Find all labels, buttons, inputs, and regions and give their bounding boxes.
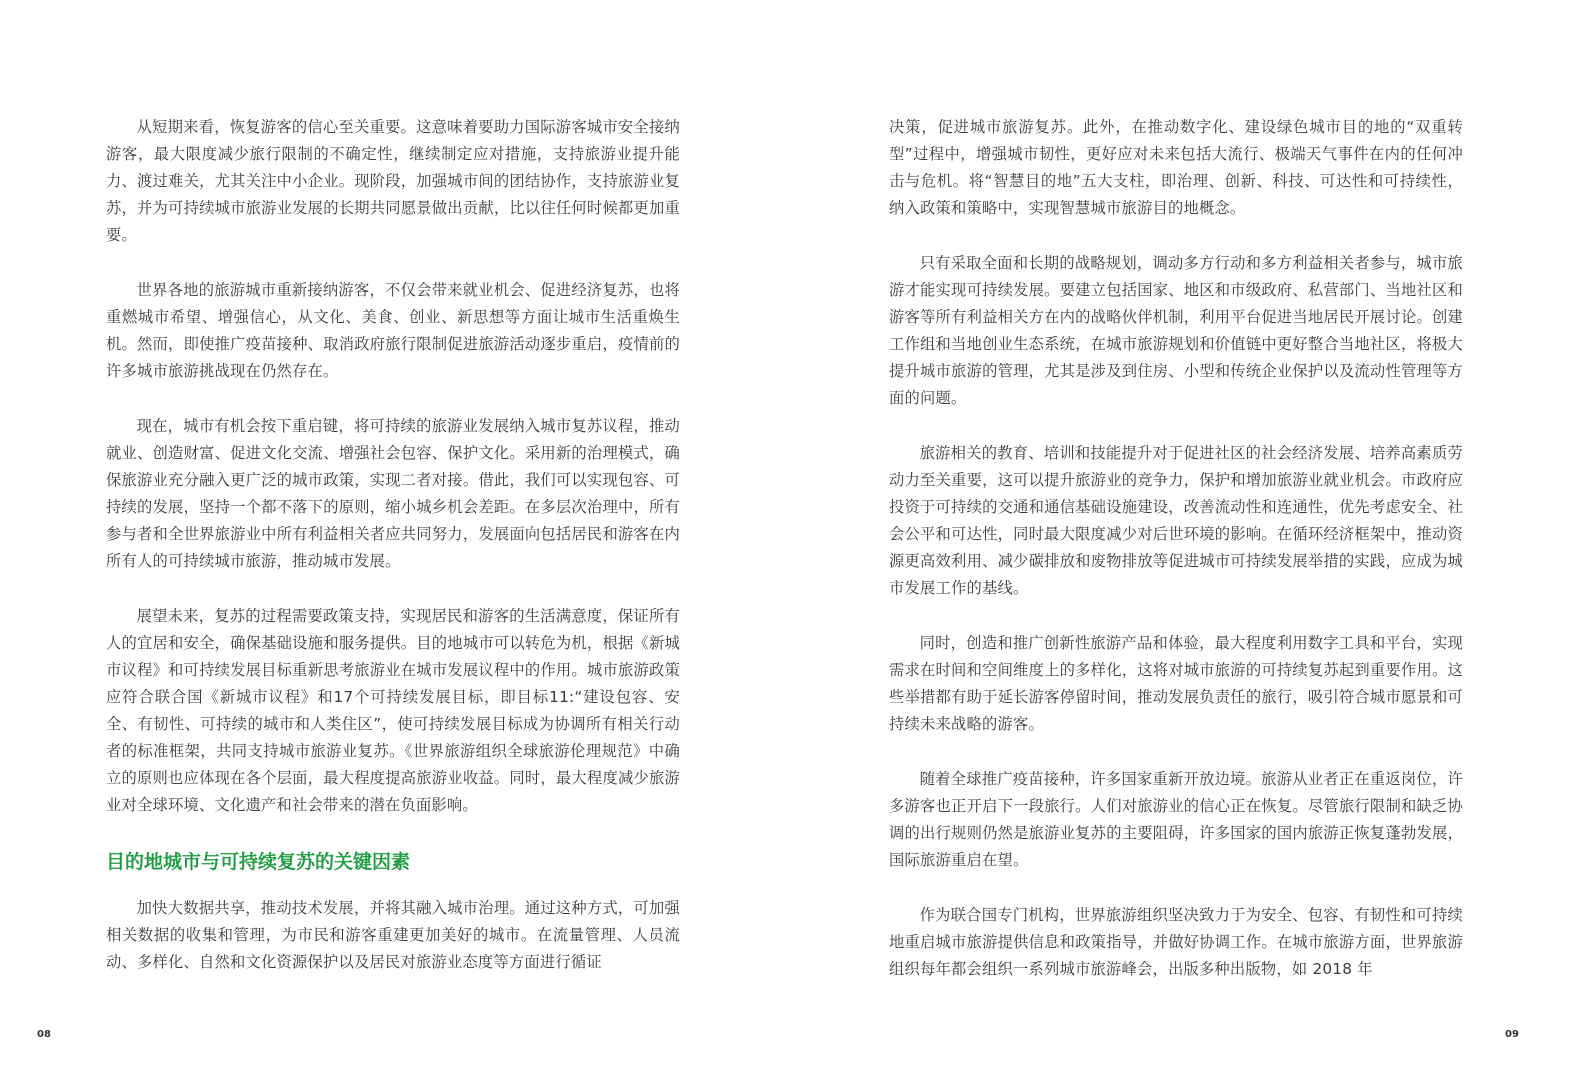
- paragraph: 现在，城市有机会按下重启键，将可持续的旅游业发展纳入城市复苏议程，推动就业、创造财富、促进文化交流、增强社会包容、保护文化。采用新的治理模式，确保旅游业充分融入更广泛的城市政策，实现二者对接。借此，我们可以实现包容、可持续的发展，坚持一个都不落下的原则，缩小城乡机会差距。在多层次治理中，所有参与者和全世界旅游业中所有利益相关者应共同努力，发展面向包括居民和游客在内所有人的可持续城市旅游，推动城市发展。: [106, 417, 680, 570]
- left-page-column: [106, 114, 680, 1004]
- paragraph: 展望未来，复苏的过程需要政策支持，实现居民和游客的生活满意度，保证所有人的宜居和安全，确保基础设施和服务提供。目的地城市可以转危为机，根据《新城市议程》和可持续发展目标重新思考旅游业在城市发展议程中的作用。城市旅游政策应符合联合国《新城市议程》和17个可持续发展目标，即目标11:“建设包容、安全、有韧性、可持续的城市和人类住区”，使可持续发展目标成为协调所有相关行动者的标准框架，共同支持城市旅游业复苏。《世界旅游组织全球旅游伦理规范》中确立的原则也应体现在各个层面，最大程度提高旅游业收益。同时，最大程度减少旅游业对全球环境、文化遗产和社会带来的潜在负面影响。: [106, 607, 680, 814]
- paragraph: 同时，创造和推广创新性旅游产品和体验，最大程度利用数字工具和平台，实现需求在时间和空间维度上的多样化，这将对城市旅游的可持续复苏起到重要作用。这些举措都有助于延长游客停留时间，推动发展负责任的旅行，吸引符合城市愿景和可持续未来战略的游客。: [889, 634, 1463, 733]
- paragraph: 加快大数据共享，推动技术发展，并将其融入城市治理。通过这种方式，可加强相关数据的收集和管理，为市民和游客重建更加美好的城市。在流量管理、人员流动、多样化、自然和文化资源保护以及居民对旅游业态度等方面进行循证: [106, 899, 680, 971]
- paragraph: 作为联合国专门机构，世界旅游组织坚决致力于为安全、包容、有韧性和可持续地重启城市旅游提供信息和政策指导，并做好协调工作。在城市旅游方面，世界旅游组织每年都会组织一系列城市旅游峰会，出版多种出版物，如 2018 年: [889, 906, 1463, 978]
- right-page-column: [889, 114, 1463, 1011]
- paragraph: 世界各地的旅游城市重新接纳游客，不仅会带来就业机会、促进经济复苏，也将重燃城市希望、增强信心，从文化、美食、创业、新思想等方面让城市生活重焕生机。然而，即使推广疫苗接种、取消政府旅行限制促进旅游活动逐步重启，疫情前的许多城市旅游挑战现在仍然存在。: [106, 281, 680, 380]
- paragraph: 随着全球推广疫苗接种，许多国家重新开放边境。旅游从业者正在重返岗位，许多游客也正开启下一段旅行。人们对旅游业的信心正在恢复。尽管旅行限制和缺乏协调的出行规则仍然是旅游业复苏的主要阻碍，许多国家的国内旅游正恢复蓬勃发展，国际旅游重启在望。: [889, 770, 1463, 869]
- paragraph: 只有采取全面和长期的战略规划，调动多方行动和多方利益相关者参与，城市旅游才能实现可持续发展。要建立包括国家、地区和市级政府、私营部门、当地社区和游客等所有利益相关方在内的战略伙伴机制，利用平台促进当地居民开展讨论。创建工作组和当地创业生态系统，在城市旅游规划和价值链中更好整合当地社区，将极大提升城市旅游的管理，尤其是涉及到住房、小型和传统企业保护以及流动性管理等方面的问题。: [889, 254, 1463, 407]
- page-number-right: 09: [1505, 1029, 1519, 1040]
- paragraph: 旅游相关的教育、培训和技能提升对于促进社区的社会经济发展、培养高素质劳动力至关重要，这可以提升旅游业的竞争力，保护和增加旅游业就业机会。市政府应投资于可持续的交通和通信基础设施建设，改善流动性和连通性，优先考虑安全、社会公平和可达性，同时最大限度减少对后世环境的影响。在循环经济框架中，推动资源更高效利用、减少碳排放和废物排放等促进城市可持续发展举措的实践，应成为城市发展工作的基线。: [889, 444, 1463, 597]
- section-heading: 目的地城市与可持续复苏的关键因素: [106, 851, 411, 873]
- paragraph-continued: 决策，促进城市旅游复苏。此外，在推动数字化、建设绿色城市目的地的“双重转型”过程中，增强城市韧性，更好应对未来包括大流行、极端天气事件在内的任何冲击与危机。将“智慧目的地”五大支柱，即治理、创新、科技、可达性和可持续性，纳入政策和策略中，实现智慧城市旅游目的地概念。: [889, 118, 1463, 217]
- page-number-left: 08: [37, 1029, 51, 1040]
- paragraph: 从短期来看，恢复游客的信心至关重要。这意味着要助力国际游客城市安全接纳游客，最大限度减少旅行限制的不确定性，继续制定应对措施，支持旅游业提升能力、渡过难关，尤其关注中小企业。现阶段，加强城市间的团结协作，支持旅游业复苏，并为可持续城市旅游业发展的长期共同愿景做出贡献，比以往任何时候都更加重要。: [106, 118, 680, 244]
